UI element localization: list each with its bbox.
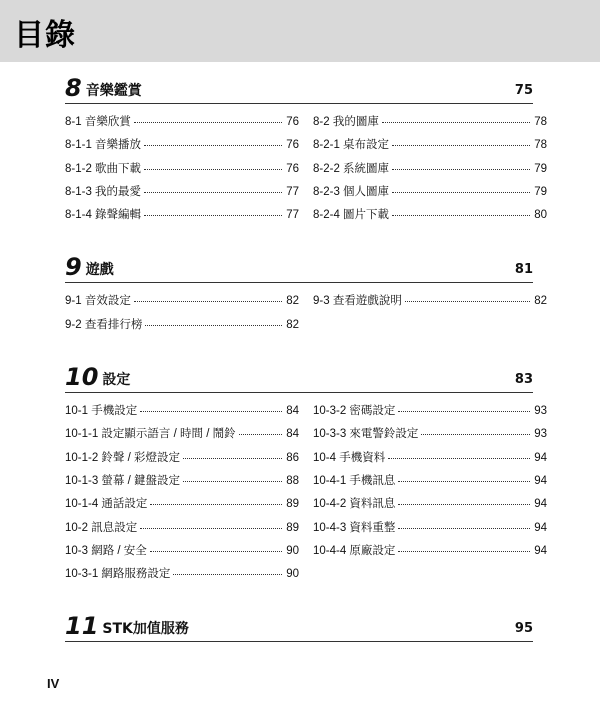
chapter-title: 設定 xyxy=(102,372,131,389)
dot-leader xyxy=(388,447,530,459)
chapter-title: 遊戲 xyxy=(85,262,114,279)
dot-leader xyxy=(398,493,530,505)
dot-leader xyxy=(398,400,530,412)
chapter-number: 11 xyxy=(65,612,99,641)
toc-entry-label: 10-4-3 資料重整 xyxy=(313,521,396,534)
dot-leader xyxy=(392,134,530,146)
toc-entry[interactable] xyxy=(313,472,547,495)
chapter-heading[interactable] xyxy=(65,70,533,104)
chapter-section xyxy=(65,608,533,642)
chapter-title: STK加值服務 xyxy=(102,621,189,638)
toc-entry[interactable] xyxy=(65,402,299,425)
chapter-heading[interactable] xyxy=(65,359,533,393)
toc-entry-page: 78 xyxy=(534,139,547,152)
chapter-section xyxy=(65,70,547,229)
dot-leader xyxy=(134,111,282,123)
dot-leader xyxy=(398,470,530,482)
dot-leader xyxy=(134,290,282,302)
toc-entry[interactable] xyxy=(65,425,299,448)
chapter-number: 8 xyxy=(65,74,82,102)
toc-entry[interactable] xyxy=(313,495,547,518)
toc-entry[interactable] xyxy=(65,113,299,136)
toc-entry[interactable] xyxy=(313,425,547,448)
toc-entry-page: 90 xyxy=(286,544,299,557)
toc-entry[interactable] xyxy=(65,292,299,315)
dot-leader xyxy=(144,158,282,170)
dot-leader xyxy=(173,563,282,575)
toc-entry-label: 8-2-2 系統圖庫 xyxy=(313,162,390,175)
toc-entry[interactable] xyxy=(313,542,547,565)
toc-entry-page: 76 xyxy=(286,139,299,152)
dot-leader xyxy=(144,134,282,146)
chapter-section xyxy=(65,359,547,588)
toc-entry-page: 79 xyxy=(534,162,547,175)
toc-entry[interactable] xyxy=(313,160,547,183)
toc-entry-page: 80 xyxy=(534,209,547,222)
dot-leader xyxy=(145,314,282,326)
toc-entry[interactable] xyxy=(313,113,547,136)
toc-entry-label: 8-1-2 歌曲下載 xyxy=(65,162,142,175)
toc-entry[interactable] xyxy=(65,206,299,229)
toc-entry-page: 82 xyxy=(286,318,299,331)
toc-entry-page: 86 xyxy=(286,451,299,464)
dot-leader xyxy=(140,400,282,412)
dot-leader xyxy=(144,204,282,216)
toc-entry-page: 93 xyxy=(534,428,547,441)
toc-entry-page: 76 xyxy=(286,162,299,175)
dot-leader xyxy=(150,493,282,505)
toc-entry[interactable] xyxy=(65,495,299,518)
toc-entry-page: 89 xyxy=(286,498,299,511)
dot-leader xyxy=(144,181,282,193)
toc-entry[interactable] xyxy=(313,206,547,229)
table-of-contents xyxy=(65,70,547,662)
toc-entry-page: 88 xyxy=(286,474,299,487)
chapter-page-number: 95 xyxy=(514,621,533,637)
toc-entry[interactable] xyxy=(65,183,299,206)
toc-entry xyxy=(313,316,547,339)
toc-entry-label: 9-2 查看排行榜 xyxy=(65,318,143,331)
dot-leader xyxy=(398,540,530,552)
dot-leader xyxy=(382,111,530,123)
dot-leader xyxy=(239,423,282,435)
toc-entry[interactable] xyxy=(65,136,299,159)
dot-leader xyxy=(398,517,530,529)
toc-entry-page: 84 xyxy=(286,428,299,441)
toc-entry-page: 94 xyxy=(534,498,547,511)
chapter-heading[interactable] xyxy=(65,249,533,283)
dot-leader xyxy=(183,470,282,482)
toc-entry[interactable] xyxy=(313,292,547,315)
chapter-section xyxy=(65,249,547,339)
toc-entry-label: 8-2-1 桌布設定 xyxy=(313,139,390,152)
toc-entry-label: 10-4-4 原廠設定 xyxy=(313,544,396,557)
toc-entry-label: 10-4 手機資料 xyxy=(313,451,386,464)
chapter-title: 音樂鑑賞 xyxy=(85,83,142,99)
toc-entry[interactable] xyxy=(65,565,299,588)
toc-entry[interactable] xyxy=(65,160,299,183)
toc-entry[interactable] xyxy=(313,136,547,159)
toc-entry-label: 9-3 查看遊戲說明 xyxy=(313,295,402,308)
dot-leader xyxy=(140,517,282,529)
toc-entry xyxy=(313,565,547,588)
toc-entry-label: 10-3-1 網路服務設定 xyxy=(65,568,171,581)
toc-entry-page: 89 xyxy=(286,521,299,534)
dot-leader xyxy=(183,447,282,459)
toc-entry[interactable] xyxy=(313,519,547,542)
toc-entry-page: 93 xyxy=(534,405,547,418)
toc-entry-page: 78 xyxy=(534,116,547,128)
toc-entry-page: 94 xyxy=(534,521,547,534)
footer-page-number: IV xyxy=(47,676,60,691)
toc-entry-page: 77 xyxy=(286,209,299,222)
dot-leader xyxy=(405,290,530,302)
toc-entry-page: 82 xyxy=(534,295,547,308)
toc-entry-page: 77 xyxy=(286,185,299,198)
toc-entry[interactable] xyxy=(65,316,299,339)
toc-entry-label: 10-1-3 螢幕 / 鍵盤設定 xyxy=(65,474,181,487)
toc-entry-label: 10-1-4 通話設定 xyxy=(65,498,148,511)
toc-entry-page: 84 xyxy=(286,405,299,418)
toc-entry[interactable] xyxy=(65,472,299,495)
chapter-page-number: 81 xyxy=(514,262,533,278)
toc-entry-label: 9-1 音效設定 xyxy=(65,295,131,308)
dot-leader xyxy=(150,540,282,552)
toc-entry[interactable] xyxy=(313,449,547,472)
page-title: 目錄 xyxy=(14,18,76,53)
toc-entry-page: 79 xyxy=(534,185,547,198)
chapter-page-number: 75 xyxy=(514,83,533,98)
toc-entry-label: 8-1-3 我的最愛 xyxy=(65,185,142,198)
header-band xyxy=(0,0,600,62)
toc-entry-label: 10-1 手機設定 xyxy=(65,405,138,418)
toc-entry[interactable] xyxy=(65,449,299,472)
toc-entry-page: 76 xyxy=(286,116,299,128)
toc-entry-label: 8-1-1 音樂播放 xyxy=(65,139,142,152)
toc-entry-label: 8-2-3 個人圖庫 xyxy=(313,185,390,198)
toc-entry-label: 10-1-2 鈴聲 / 彩燈設定 xyxy=(65,451,181,464)
dot-leader xyxy=(392,158,530,170)
toc-entry-label: 10-3 網路 / 安全 xyxy=(65,544,147,557)
toc-entry-label: 8-1 音樂欣賞 xyxy=(65,116,131,128)
toc-entry-label: 10-4-2 資料訊息 xyxy=(313,498,396,511)
chapter-number: 10 xyxy=(65,363,99,392)
toc-entry[interactable] xyxy=(313,402,547,425)
toc-entry[interactable] xyxy=(65,519,299,542)
toc-entry-label: 8-1-4 錄聲編輯 xyxy=(65,209,142,222)
toc-entry-page: 82 xyxy=(286,295,299,308)
dot-leader xyxy=(421,423,530,435)
toc-entry[interactable] xyxy=(313,183,547,206)
toc-entry-page: 94 xyxy=(534,474,547,487)
chapter-number: 9 xyxy=(65,253,82,282)
toc-entry-label: 8-2-4 圖片下載 xyxy=(313,209,390,222)
toc-entry-label: 10-3-2 密碼設定 xyxy=(313,405,396,418)
toc-entry-page: 94 xyxy=(534,544,547,557)
dot-leader xyxy=(392,181,530,193)
chapter-page-number: 83 xyxy=(514,372,533,388)
toc-entry[interactable] xyxy=(65,542,299,565)
toc-entry-label: 10-3-3 來電警鈴設定 xyxy=(313,428,419,441)
toc-entry-label: 10-1-1 設定顯示語言 / 時間 / 鬧鈴 xyxy=(65,428,236,441)
toc-entry-label: 10-2 訊息設定 xyxy=(65,521,138,534)
toc-entry-page: 90 xyxy=(286,568,299,581)
toc-entry-label: 10-4-1 手機訊息 xyxy=(313,474,396,487)
dot-leader xyxy=(392,204,530,216)
chapter-heading[interactable] xyxy=(65,608,533,642)
toc-entry-page: 94 xyxy=(534,451,547,464)
toc-entry-label: 8-2 我的圖庫 xyxy=(313,116,379,128)
